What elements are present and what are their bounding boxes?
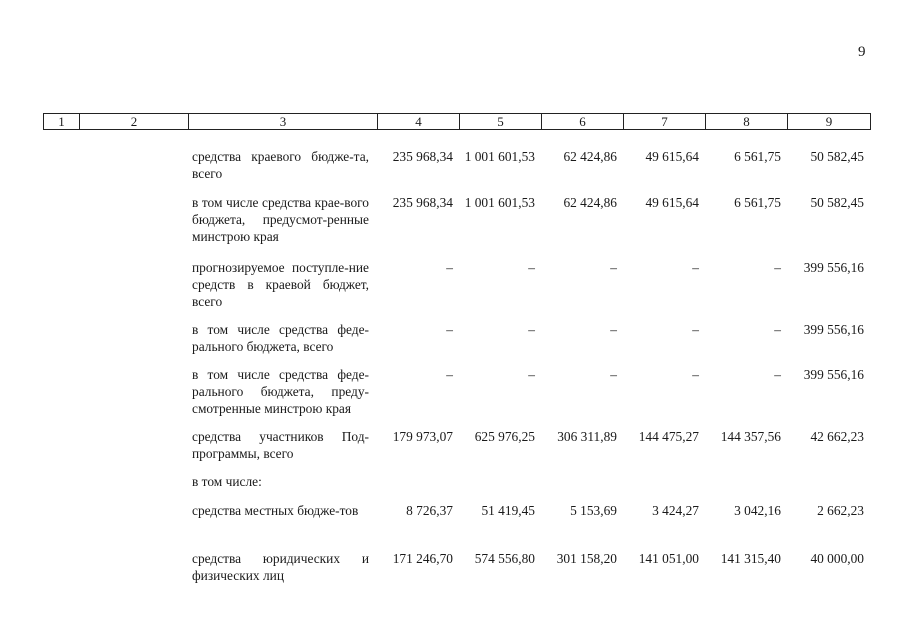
- cell-col-4: 235 968,34: [392, 149, 453, 164]
- cell-col-7: –: [692, 367, 699, 382]
- cell-col-9: 42 662,23: [810, 429, 864, 444]
- cell-col-8: 141 315,40: [720, 551, 781, 566]
- cell-col-8: 6 561,75: [734, 149, 781, 164]
- cell-col-7: –: [692, 322, 699, 337]
- cell-col-7: 49 615,64: [645, 149, 699, 164]
- row-label: средства юридических и физических лиц: [192, 551, 369, 583]
- column-header-row: [44, 114, 871, 130]
- column-header-9: 9: [788, 114, 871, 130]
- cell-col-6: 306 311,89: [557, 429, 617, 444]
- cell-col-5: –: [528, 260, 535, 275]
- cell-col-6: –: [610, 322, 617, 337]
- cell-col-4: –: [446, 367, 453, 382]
- cell-col-9: 399 556,16: [803, 367, 864, 382]
- cell-col-4: 235 968,34: [392, 195, 453, 210]
- row-label: средства участников Под-программы, всего: [192, 429, 369, 461]
- cell-col-4: –: [446, 322, 453, 337]
- cell-col-9: 50 582,45: [810, 149, 864, 164]
- cell-col-5: –: [528, 322, 535, 337]
- row-label: средства местных бюдже-тов: [192, 503, 359, 518]
- cell-col-9: 2 662,23: [817, 503, 864, 518]
- cell-col-8: –: [774, 367, 781, 382]
- cell-col-7: 3 424,27: [652, 503, 699, 518]
- cell-col-9: 40 000,00: [810, 551, 864, 566]
- cell-col-4: 171 246,70: [392, 551, 453, 566]
- cell-col-9: 50 582,45: [810, 195, 864, 210]
- row-label: в том числе средства феде-рального бюджета, преду-смотренные минстрою края: [192, 367, 369, 416]
- cell-col-4: 8 726,37: [406, 503, 453, 518]
- cell-col-6: 5 153,69: [570, 503, 617, 518]
- cell-col-4: –: [446, 260, 453, 275]
- cell-col-9: 399 556,16: [803, 322, 864, 337]
- cell-col-6: 62 424,86: [563, 149, 617, 164]
- cell-col-8: –: [774, 322, 781, 337]
- cell-col-5: 625 976,25: [474, 429, 535, 444]
- cell-col-7: –: [692, 260, 699, 275]
- row-label: средства краевого бюдже-та, всего: [192, 149, 369, 181]
- cell-col-5: 51 419,45: [481, 503, 535, 518]
- cell-col-5: 1 001 601,53: [464, 195, 535, 210]
- cell-col-8: 3 042,16: [734, 503, 781, 518]
- cell-col-7: 144 475,27: [638, 429, 699, 444]
- row-label: прогнозируемое поступле-ние средств в краевой бюджет, всего: [192, 260, 369, 309]
- cell-col-5: –: [528, 367, 535, 382]
- cell-col-8: 144 357,56: [720, 429, 781, 444]
- cell-col-6: 62 424,86: [563, 195, 617, 210]
- column-header-5: 5: [460, 114, 542, 130]
- cell-col-7: 49 615,64: [645, 195, 699, 210]
- cell-col-8: –: [774, 260, 781, 275]
- page-number: 9: [858, 44, 866, 60]
- cell-col-6: 301 158,20: [556, 551, 617, 566]
- column-header-1: 1: [44, 114, 80, 130]
- cell-col-8: 6 561,75: [734, 195, 781, 210]
- cell-col-4: 179 973,07: [392, 429, 453, 444]
- column-header-7: 7: [624, 114, 706, 130]
- cell-col-6: –: [610, 367, 617, 382]
- cell-col-5: 1 001 601,53: [464, 149, 535, 164]
- column-header-2: 2: [80, 114, 189, 130]
- cell-col-6: –: [610, 260, 617, 275]
- cell-col-9: 399 556,16: [803, 260, 864, 275]
- cell-col-5: 574 556,80: [474, 551, 535, 566]
- row-label: в том числе средства крае-вого бюджета, предусмот-ренные минстрою края: [192, 195, 369, 244]
- column-header-8: 8: [706, 114, 788, 130]
- column-header-table: [43, 113, 871, 130]
- cell-col-7: 141 051,00: [638, 551, 699, 566]
- column-header-4: 4: [378, 114, 460, 130]
- row-label: в том числе средства феде-рального бюджета, всего: [192, 322, 369, 354]
- column-header-3: 3: [189, 114, 378, 130]
- column-header-6: 6: [542, 114, 624, 130]
- row-label: в том числе:: [192, 474, 262, 489]
